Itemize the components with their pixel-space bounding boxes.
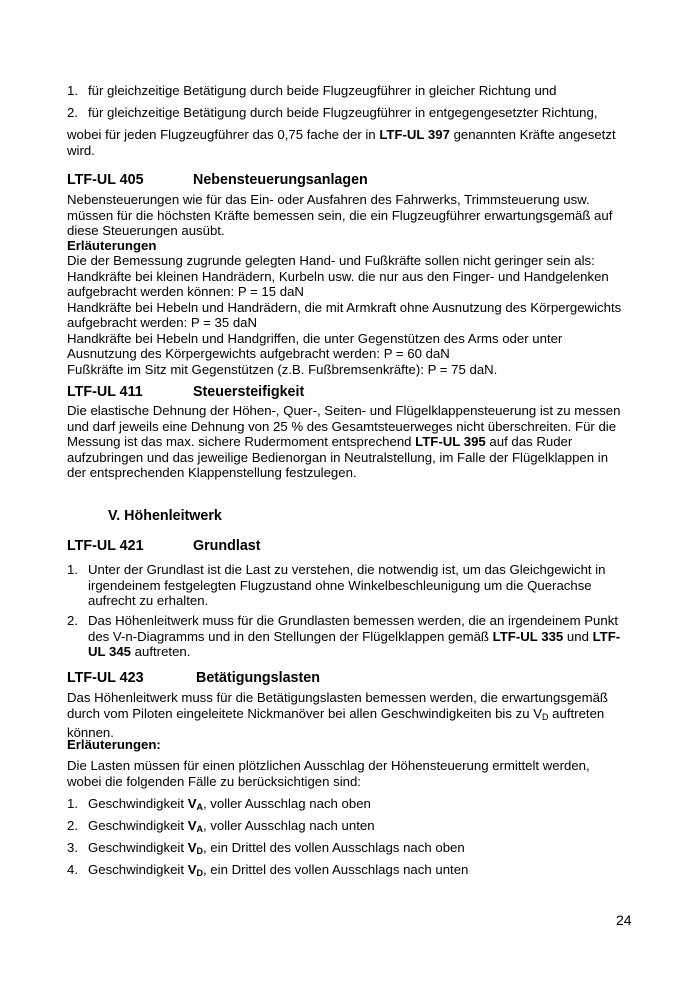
list-text: Das Höhenleitwerk muss für die Grundlasten bemessen werden, die an irgendeinem Punkt des V-n-Diagramms und in den Stellungen der Flügelklappen gemäß LTF-UL 335 und LTF-UL 345 auftreten. (88, 613, 621, 659)
section-code: LTF-UL 411 (67, 384, 143, 400)
explanations-heading: Erläuterungen (67, 238, 157, 253)
list-number: 2. (67, 818, 78, 833)
section-body: Das Höhenleitwerk muss für die Betätigungslasten bemessen werden, die erwartungsgemäß durch vom Piloten eingeleitete Nickmanöver bei allen Geschwindigkeiten bis zu VD auftreten können. (67, 690, 608, 740)
reference: LTF-UL 395 (415, 434, 486, 449)
section-body: Nebensteuerungen wie für das Ein- oder Ausfahren des Fahrwerks, Trimmsteuerung usw. müssen für die höchsten Kräfte bemessen sein, die ein Flugzeugführer erwartungsgemäß auf diese Steuerungen ausübt. (67, 192, 613, 238)
list-number: 1. (67, 562, 78, 577)
list-number: 2. (67, 105, 78, 120)
page-number: 24 (616, 912, 632, 928)
reference: LTF-UL 345 (88, 628, 621, 659)
explanations-body: Die Lasten müssen für einen plötzlichen Ausschlag der Höhensteuerung ermittelt werden, wobei die folgenden Fälle zu berücksichtigen sind: (67, 758, 590, 789)
list-text: Geschwindigkeit $V_D$, ein Drittel des vollen Ausschlags nach unten (88, 862, 469, 878)
explanation-line: Handkräfte bei kleinen Handrädern, Kurbeln usw. die nur aus den Finger- und Handgelenken aufgebracht werden können: P = 15 daN (67, 268, 609, 299)
list-number: 1. (67, 83, 78, 98)
list-text: für gleichzeitige Betätigung durch beide Flugzeugführer in entgegengesetzter Richtung, (88, 105, 598, 120)
list-text: für gleichzeitige Betätigung durch beide Flugzeugführer in gleicher Richtung und (88, 83, 557, 98)
section-title: Nebensteuerungsanlagen (193, 172, 368, 188)
section-body: Die elastische Dehnung der Höhen-, Quer-, Seiten- und Flügelklappensteuerung ist zu messen und darf jeweils eine Dehnung von 25 % des Gesamtsteuerweges nicht überschreiten. Für die Messung ist das max. sichere Rudermoment entsprechend LTF-UL 395 auf das Ruder aufzubringen und das jeweilige Bedienorgan in Neutralstellung, im Falle der Flügelklappen in der entsprechenden Klappenstellung festzulegen. (67, 403, 621, 480)
list-number: 3. (67, 840, 78, 855)
explanations-body (67, 253, 627, 377)
list-text: Geschwindigkeit $V_A$, voller Ausschlag nach oben (88, 796, 371, 812)
explanation-line: Fußkräfte im Sitz mit Gegenstützen (z.B. Fußbremsenkräfte): P = 75 daN. (67, 361, 498, 377)
explanation-line: Handkräfte bei Hebeln und Handrädern, die mit Armkraft ohne Ausnutzung des Körpergewichts aufgebracht werden: P = 35 daN (67, 299, 622, 330)
list-number: 1. (67, 796, 78, 811)
list-number: 4. (67, 862, 78, 877)
section-code: LTF-UL 423 (67, 670, 144, 686)
section-code: LTF-UL 405 (67, 172, 144, 188)
explanations-heading: Erläuterungen: (67, 737, 161, 752)
section-code: LTF-UL 421 (67, 538, 144, 554)
section-title: Steuersteifigkeit (193, 384, 305, 400)
explanation-line: Die der Bemessung zugrunde gelegten Hand- und Fußkräfte sollen nicht geringer sein als: (67, 253, 595, 268)
reference: LTF-UL 397 (379, 127, 450, 142)
list-number: 2. (67, 613, 78, 628)
explanation-line: Handkräfte bei Hebeln und Handgriffen, die unter Gegenstützen des Arms oder unter Ausnutzung des Körpergewichts aufgebracht werden: P = 60 daN (67, 330, 563, 361)
section-title: Grundlast (193, 538, 261, 554)
reference: LTF-UL 335 (492, 628, 564, 644)
section-title: Betätigungslasten (196, 670, 320, 686)
chapter-heading: V. Höhenleitwerk (108, 508, 222, 524)
list-text: Geschwindigkeit $V_A$, voller Ausschlag nach unten (88, 818, 375, 834)
intro-paragraph: wobei für jeden Flugzeugführer das 0,75 fache der in LTF-UL 397 genannten Kräfte angesetzt wird. (67, 127, 616, 158)
list-text: Geschwindigkeit $V_D$, ein Drittel des vollen Ausschlags nach oben (88, 840, 465, 856)
list-text: Unter der Grundlast ist die Last zu verstehen, die notwendig ist, um das Gleichgewicht in irgendeinem festgelegten Flugzustand ohne Winkelbeschleunigung um die Querachse aufrecht zu erhalten. (88, 562, 606, 608)
